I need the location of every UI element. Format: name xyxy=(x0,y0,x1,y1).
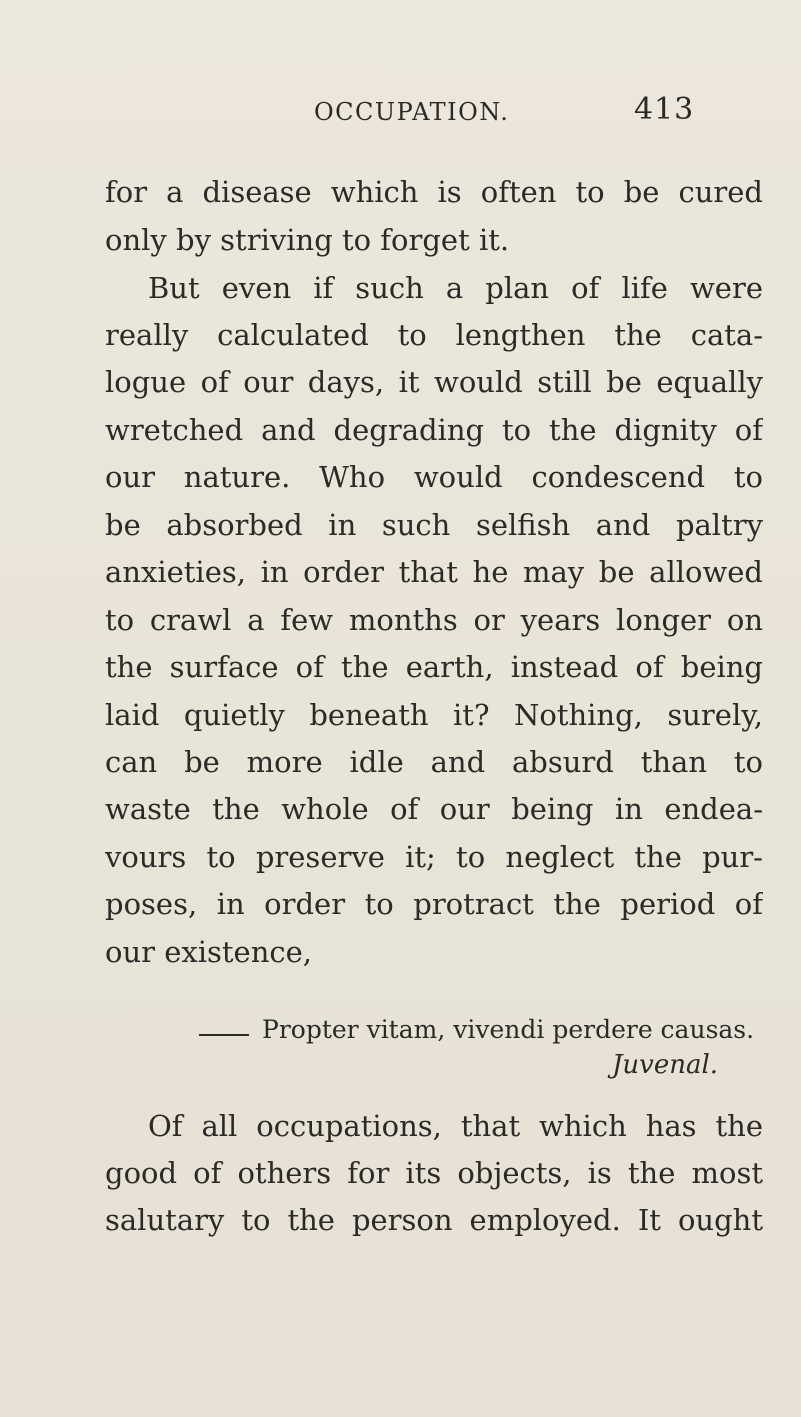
text-line: the surface of the earth, instead of being xyxy=(105,650,763,684)
text-line: really calculated to lengthen the cata- xyxy=(105,318,763,352)
page-number: 413 xyxy=(634,92,695,127)
text-line: can be more idle and absurd than to xyxy=(105,745,763,779)
latin-quotation: Propter vitam, vivendi perdere causas. xyxy=(262,1015,755,1044)
quote-attribution: Juvenal. xyxy=(612,1050,719,1080)
text-line: only by striving to forget it. xyxy=(105,223,510,257)
text-line: our nature. Who would condescend to xyxy=(105,460,763,494)
page-header xyxy=(0,92,801,138)
text-line: good of others for its objects, is the most xyxy=(105,1156,763,1190)
text-line: for a disease which is often to be cured xyxy=(105,175,763,209)
text-line: vours to preserve it; to neglect the pur- xyxy=(105,840,763,874)
text-line: But even if such a plan of life were xyxy=(148,271,763,305)
text-line: poses, in order to protract the period of xyxy=(105,887,763,921)
text-line: anxieties, in order that he may be allowed xyxy=(105,555,763,589)
text-line: waste the whole of our being in endea- xyxy=(105,792,763,826)
text-line: salutary to the person employed. It ought xyxy=(105,1203,763,1237)
text-line: be absorbed in such selfish and paltry xyxy=(105,508,763,542)
text-line: laid quietly beneath it? Nothing, surely, xyxy=(105,698,763,732)
text-line: to crawl a few months or years longer on xyxy=(105,603,763,637)
text-line: logue of our days, it would still be equally xyxy=(105,365,763,399)
text-line: Of all occupations, that which has the xyxy=(148,1109,763,1143)
running-head: OCCUPATION. xyxy=(314,98,510,126)
text-line: wretched and degrading to the dignity of xyxy=(105,413,763,447)
quote-dash xyxy=(199,1034,249,1036)
text-line: our existence, xyxy=(105,935,313,969)
